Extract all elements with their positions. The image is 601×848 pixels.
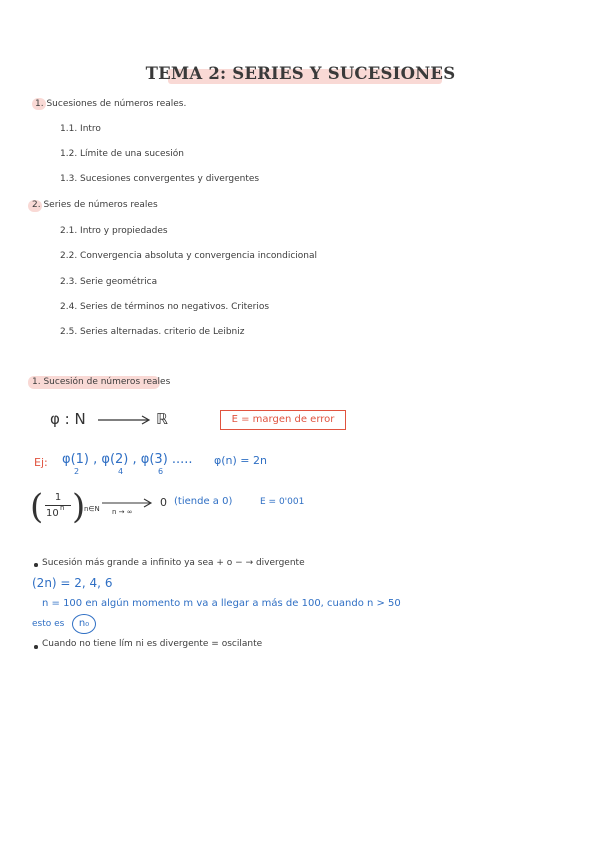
index-item-2-3: 2.3. Serie geométrica <box>60 277 158 287</box>
index-section-2: 2. Series de números reales <box>32 200 158 210</box>
index-item-2-5: 2.5. Series alternadas. criterio de Leibniz <box>60 327 245 337</box>
fraction-bar <box>45 505 71 506</box>
sequence-index-set: n∈N <box>84 505 100 513</box>
esto-es-label: esto es <box>32 619 65 629</box>
limit-result: 0 <box>160 496 167 509</box>
index-item-1-3: 1.3. Sucesiones convergentes y divergentes <box>60 174 260 184</box>
example-sequence: (2n) = 2, 4, 6 <box>32 576 113 590</box>
example-value-1: 2 <box>74 467 80 476</box>
bullet-oscillating: Cuando no tiene lím ni es divergente = oscilante <box>42 639 263 649</box>
bullet-dot <box>34 563 38 567</box>
bullet-divergent: Sucesión más grande a infinito ya sea + o − → divergente <box>42 558 305 568</box>
index-item-1-1: 1.1. Intro <box>60 124 101 134</box>
mapping-arrow-icon <box>96 410 154 430</box>
example-n100: n = 100 en algún momento m va a llegar a más de 100, cuando n > 50 <box>42 598 401 609</box>
mapping-codomain: ℝ <box>156 410 168 428</box>
fraction-numerator: 1 <box>54 492 62 503</box>
index-item-1-2: 1.2. Límite de una sucesión <box>60 149 184 159</box>
example-value-3: 6 <box>158 467 164 476</box>
limit-note: (tiende a 0) <box>174 496 233 507</box>
index-section-1: 1. Sucesiones de números reales. <box>35 99 187 109</box>
example-terms: φ(1) , φ(2) , φ(3) ..... <box>62 452 193 467</box>
n0-circle: n₀ <box>72 614 96 634</box>
example-label: Ej: <box>34 456 48 469</box>
example-general-term: φ(n) = 2n <box>214 454 267 467</box>
index-item-2-2: 2.2. Convergencia absoluta y convergencia incondicional <box>60 251 318 261</box>
index-item-2-1: 2.1. Intro y propiedades <box>60 226 168 236</box>
fraction-exponent: n <box>60 504 65 512</box>
index-item-2-4: 2.4. Series de términos no negativos. Criterios <box>60 302 270 312</box>
example-value-2: 4 <box>118 467 124 476</box>
limit-arrow-label: n → ∞ <box>112 508 133 516</box>
bullet-dot <box>34 645 38 649</box>
error-margin-box: E = margen de error <box>220 410 346 430</box>
limit-epsilon: E = 0'001 <box>260 497 305 507</box>
fraction-denominator: 10 <box>46 508 59 519</box>
paren-left: ( <box>30 487 44 527</box>
paren-right: ) <box>72 487 86 527</box>
page-title: TEMA 2: SERIES Y SUCESIONES <box>145 64 456 83</box>
mapping-domain: φ : N <box>50 410 86 428</box>
section-heading: 1. Sucesión de números reales <box>32 377 171 387</box>
